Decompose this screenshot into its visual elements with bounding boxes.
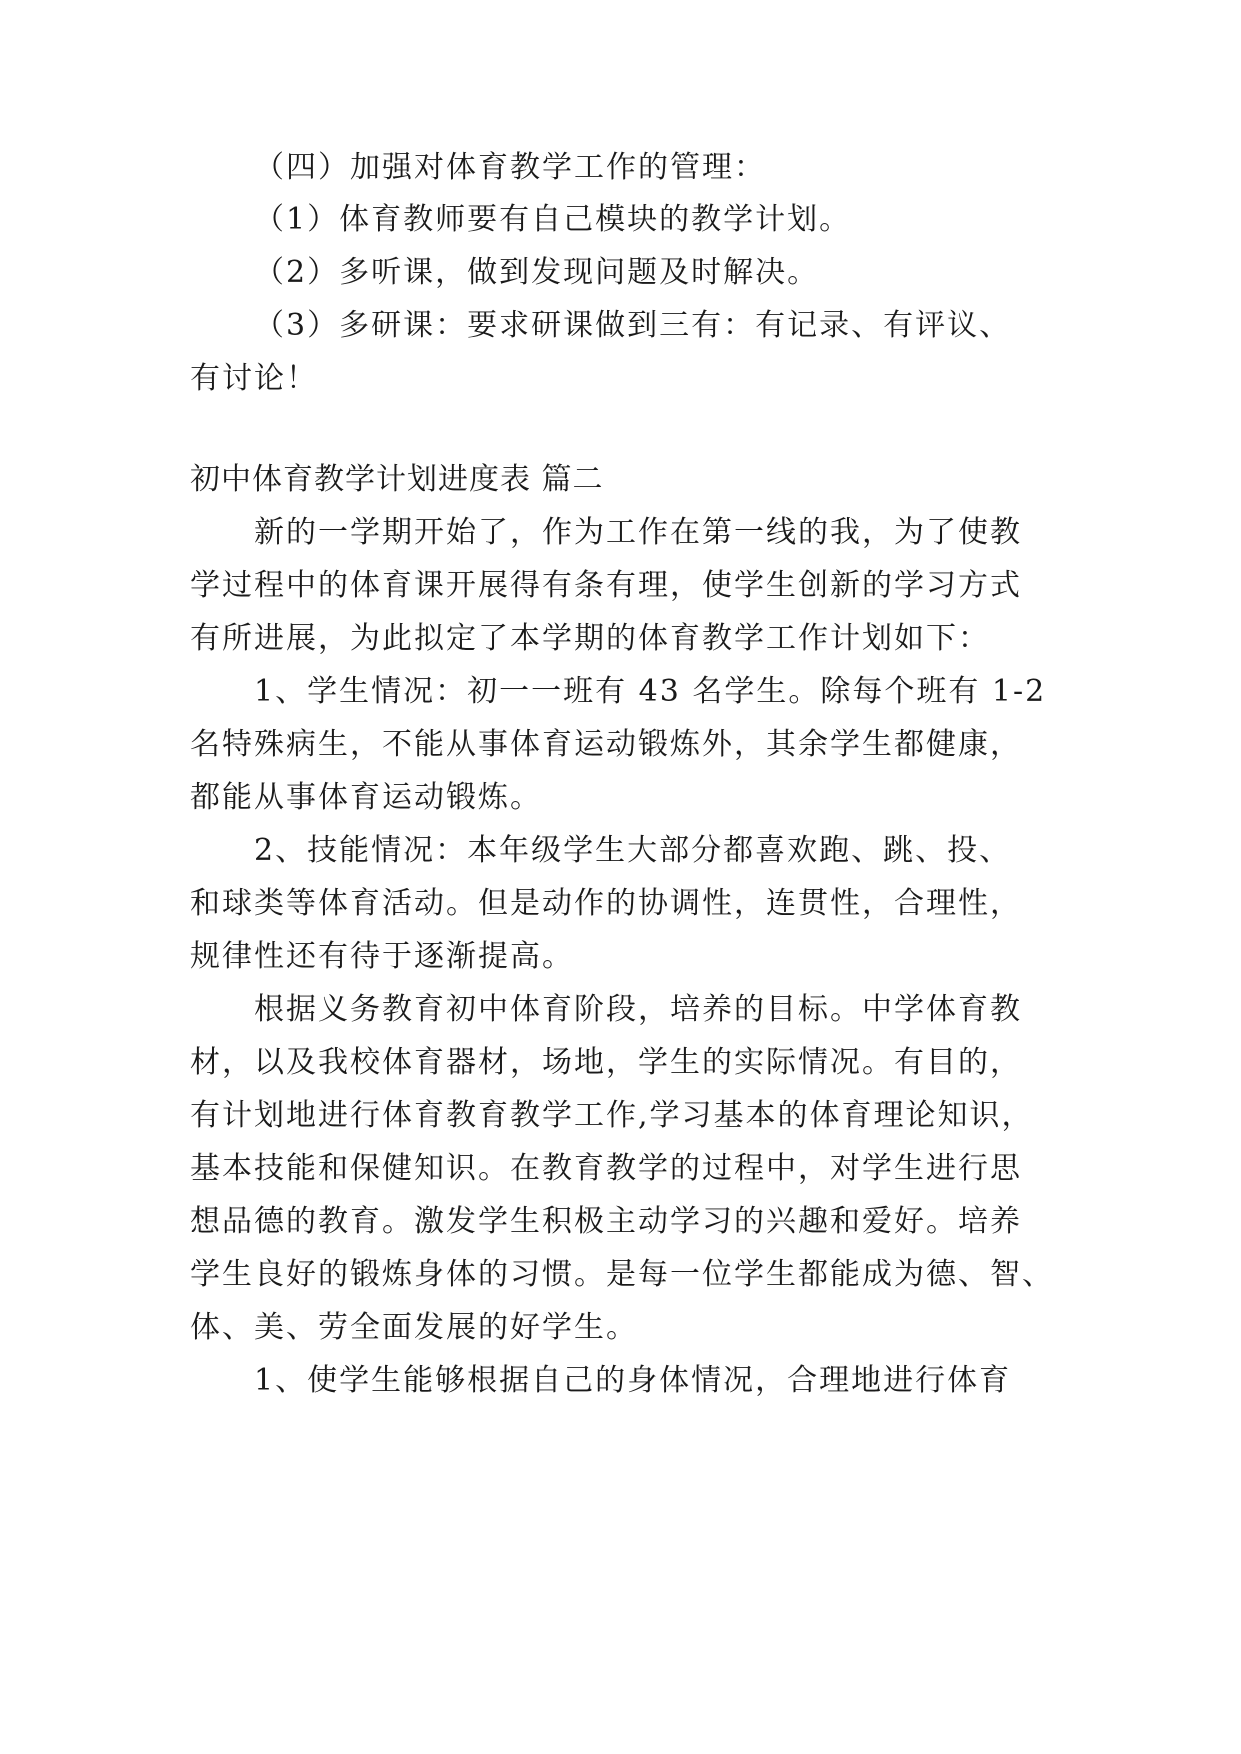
basis-line-3: 有计划地进行体育教育教学工作,学习基本的体育理论知识， <box>190 1098 1034 1133</box>
section-four-item-3-continued: 有讨论！ <box>190 361 318 396</box>
section-four-item-1: （1）体育教师要有自己模块的教学计划。 <box>254 202 852 237</box>
section-four-item-2: （2）多听课，做到发现问题及时解决。 <box>254 255 820 290</box>
basis-line-2: 材，以及我校体育器材，场地，学生的实际情况。有目的， <box>190 1045 1022 1080</box>
section-heading: 初中体育教学计划进度表 篇二 <box>190 462 604 497</box>
students-line-3: 都能从事体育运动锻炼。 <box>190 780 542 815</box>
section-four-title: （四）加强对体育教学工作的管理： <box>254 150 766 185</box>
section-four-item-3: （3）多研课：要求研课做到三有：有记录、有评议、 <box>254 308 1012 343</box>
students-line-2: 名特殊病生，不能从事体育运动锻炼外，其余学生都健康， <box>190 727 1022 762</box>
basis-line-7: 体、美、劳全面发展的好学生。 <box>190 1310 638 1345</box>
skills-line-1: 2、技能情况：本年级学生大部分都喜欢跑、跳、投、 <box>254 833 1012 868</box>
students-line-1: 1、学生情况：初一一班有 43 名学生。除每个班有 1-2 <box>254 674 1047 709</box>
intro-line-2: 学过程中的体育课开展得有条有理，使学生创新的学习方式 <box>190 568 1022 603</box>
intro-line-3: 有所进展，为此拟定了本学期的体育教学工作计划如下： <box>190 621 990 656</box>
goal-1-line: 1、使学生能够根据自己的身体情况，合理地进行体育 <box>254 1363 1012 1398</box>
basis-line-1: 根据义务教育初中体育阶段，培养的目标。中学体育教 <box>254 992 1022 1027</box>
skills-line-2: 和球类等体育活动。但是动作的协调性，连贯性，合理性， <box>190 886 1022 921</box>
basis-line-6: 学生良好的锻炼身体的习惯。是每一位学生都能成为德、智、 <box>190 1257 1054 1292</box>
basis-line-5: 想品德的教育。激发学生积极主动学习的兴趣和爱好。培养 <box>190 1204 1022 1239</box>
basis-line-4: 基本技能和保健知识。在教育教学的过程中，对学生进行思 <box>190 1151 1022 1186</box>
skills-line-3: 规律性还有待于逐渐提高。 <box>190 939 574 974</box>
intro-line-1: 新的一学期开始了，作为工作在第一线的我，为了使教 <box>254 515 1022 550</box>
